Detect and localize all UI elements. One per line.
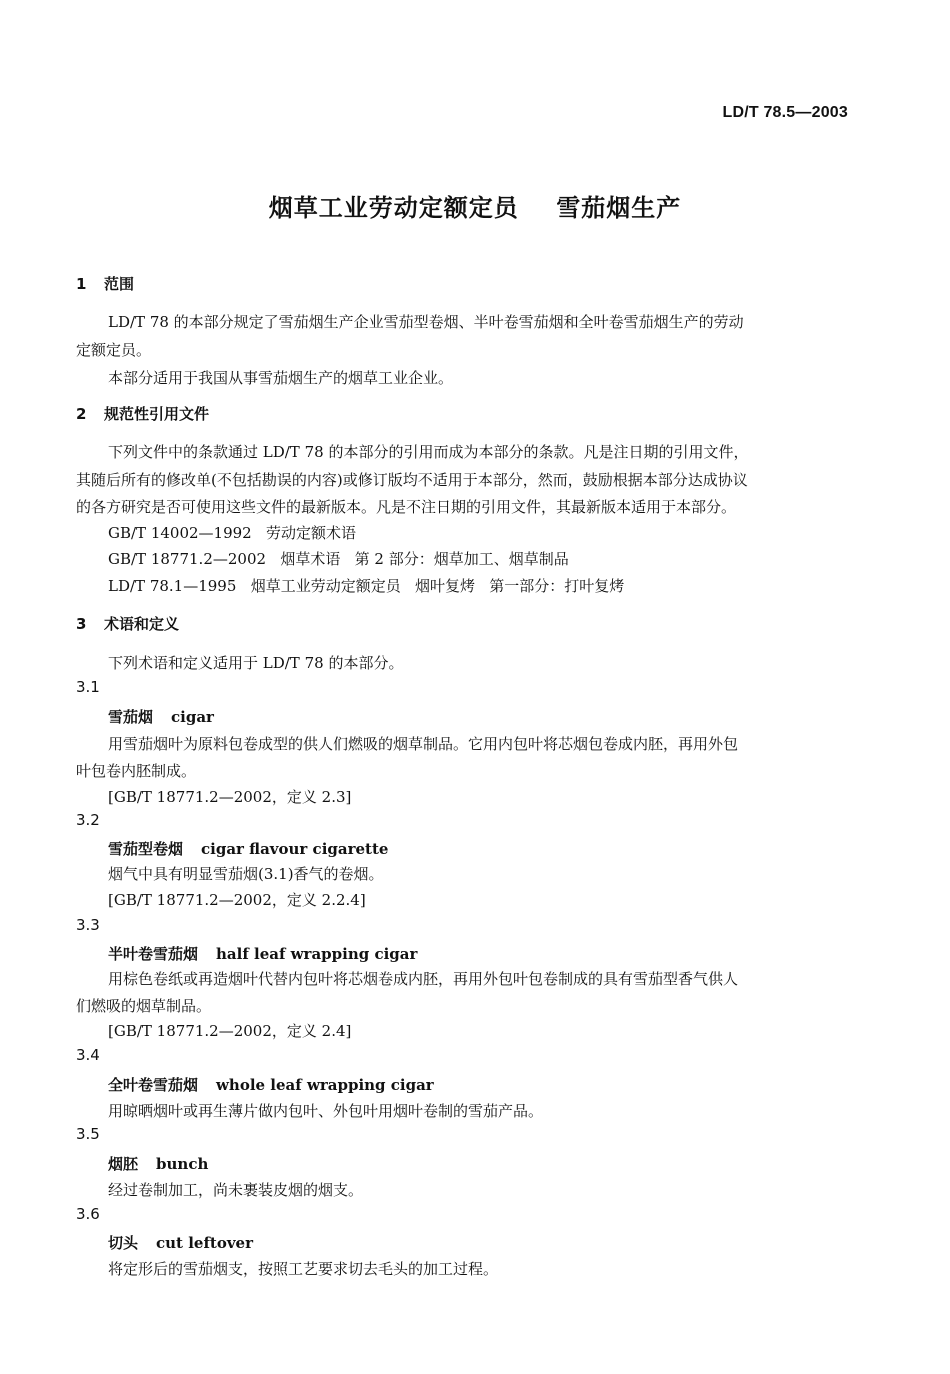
term-zh: 雪茄型卷烟 bbox=[108, 840, 184, 858]
term-number: 3.3 bbox=[76, 916, 100, 934]
term-number: 3.1 bbox=[76, 678, 100, 696]
section-number: 2 bbox=[76, 405, 87, 423]
section-1-heading bbox=[76, 273, 134, 294]
term-en: whole leaf wrapping cigar bbox=[216, 1076, 434, 1094]
term-number: 3.4 bbox=[76, 1046, 100, 1064]
section-title: 术语和定义 bbox=[104, 615, 180, 633]
term-zh: 雪茄烟 bbox=[108, 708, 154, 726]
paragraph-line: 定额定员。 bbox=[76, 341, 152, 359]
paragraph-line: 的各方研究是否可使用这些文件的最新版本。凡是不注日期的引用文件，其最新版本适用于本部分。 bbox=[76, 498, 737, 516]
term-definition: 叶包卷内胚制成。 bbox=[76, 762, 197, 780]
term-en: half leaf wrapping cigar bbox=[216, 945, 418, 963]
paragraph-line: LD/T 78 的本部分规定了雪茄烟生产企业雪茄型卷烟、半叶卷雪茄烟和全叶卷雪茄烟生产的劳动 bbox=[108, 313, 744, 331]
term-definition: 烟气中具有明显雪茄烟(3.1)香气的卷烟。 bbox=[108, 865, 384, 883]
term-heading bbox=[108, 838, 388, 859]
term-zh: 全叶卷雪茄烟 bbox=[108, 1076, 199, 1094]
section-title: 规范性引用文件 bbox=[104, 405, 210, 423]
term-definition: 经过卷制加工，尚未裹装皮烟的烟支。 bbox=[108, 1181, 364, 1199]
term-heading bbox=[108, 1232, 253, 1253]
term-number: 3.5 bbox=[76, 1125, 100, 1143]
term-en: cigar flavour cigarette bbox=[201, 840, 389, 858]
term-zh: 半叶卷雪茄烟 bbox=[108, 945, 199, 963]
term-heading bbox=[108, 1153, 208, 1174]
normative-reference: LD/T 78.1—1995 烟草工业劳动定额定员 烟叶复烤 第一部分：打叶复烤 bbox=[108, 577, 625, 595]
term-heading bbox=[108, 706, 214, 727]
term-zh: 烟胚 bbox=[108, 1155, 139, 1173]
term-zh: 切头 bbox=[108, 1234, 139, 1252]
term-definition: 将定形后的雪茄烟支，按照工艺要求切去毛头的加工过程。 bbox=[108, 1260, 499, 1278]
term-source: [GB/T 18771.2—2002，定义 2.2.4] bbox=[108, 891, 366, 909]
term-definition: 们燃吸的烟草制品。 bbox=[76, 997, 212, 1015]
paragraph-line: 下列术语和定义适用于 LD/T 78 的本部分。 bbox=[108, 654, 404, 672]
section-number: 3 bbox=[76, 615, 87, 633]
normative-reference: GB/T 18771.2—2002 烟草术语 第 2 部分：烟草加工、烟草制品 bbox=[108, 550, 569, 568]
section-3-heading bbox=[76, 613, 179, 634]
paragraph-line: 本部分适用于我国从事雪茄烟生产的烟草工业企业。 bbox=[108, 369, 454, 387]
section-2-heading bbox=[76, 403, 209, 424]
term-definition: 用晾晒烟叶或再生薄片做内包叶、外包叶用烟叶卷制的雪茄产品。 bbox=[108, 1102, 544, 1120]
term-source: [GB/T 18771.2—2002，定义 2.4] bbox=[108, 1022, 352, 1040]
document-code: LD/T 78.5—2003 bbox=[722, 104, 848, 121]
term-number: 3.6 bbox=[76, 1205, 100, 1223]
normative-reference: GB/T 14002—1992 劳动定额术语 bbox=[108, 524, 357, 542]
term-number: 3.2 bbox=[76, 811, 100, 829]
term-heading bbox=[108, 943, 417, 964]
document-title: 烟草工业劳动定额定员 雪茄烟生产 bbox=[268, 194, 682, 222]
section-number: 1 bbox=[76, 275, 87, 293]
term-en: cigar bbox=[171, 708, 214, 726]
term-en: cut leftover bbox=[156, 1234, 253, 1252]
paragraph-line: 其随后所有的修改单(不包括勘误的内容)或修订版均不适用于本部分，然而，鼓励根据本部分达成协议 bbox=[76, 471, 748, 489]
term-definition: 用雪茄烟叶为原料包卷成型的供人们燃吸的烟草制品。它用内包叶将芯烟包卷成内胚，再用外包 bbox=[108, 735, 739, 753]
section-title: 范围 bbox=[104, 275, 135, 293]
term-definition: 用棕色卷纸或再造烟叶代替内包叶将芯烟卷成内胚，再用外包叶包卷制成的具有雪茄型香气供人 bbox=[108, 970, 739, 988]
paragraph-line: 下列文件中的条款通过 LD/T 78 的本部分的引用而成为本部分的条款。凡是注日期的引用文件， bbox=[108, 443, 749, 461]
term-en: bunch bbox=[156, 1155, 209, 1173]
term-heading bbox=[108, 1074, 434, 1095]
term-source: [GB/T 18771.2—2002，定义 2.3] bbox=[108, 788, 352, 806]
